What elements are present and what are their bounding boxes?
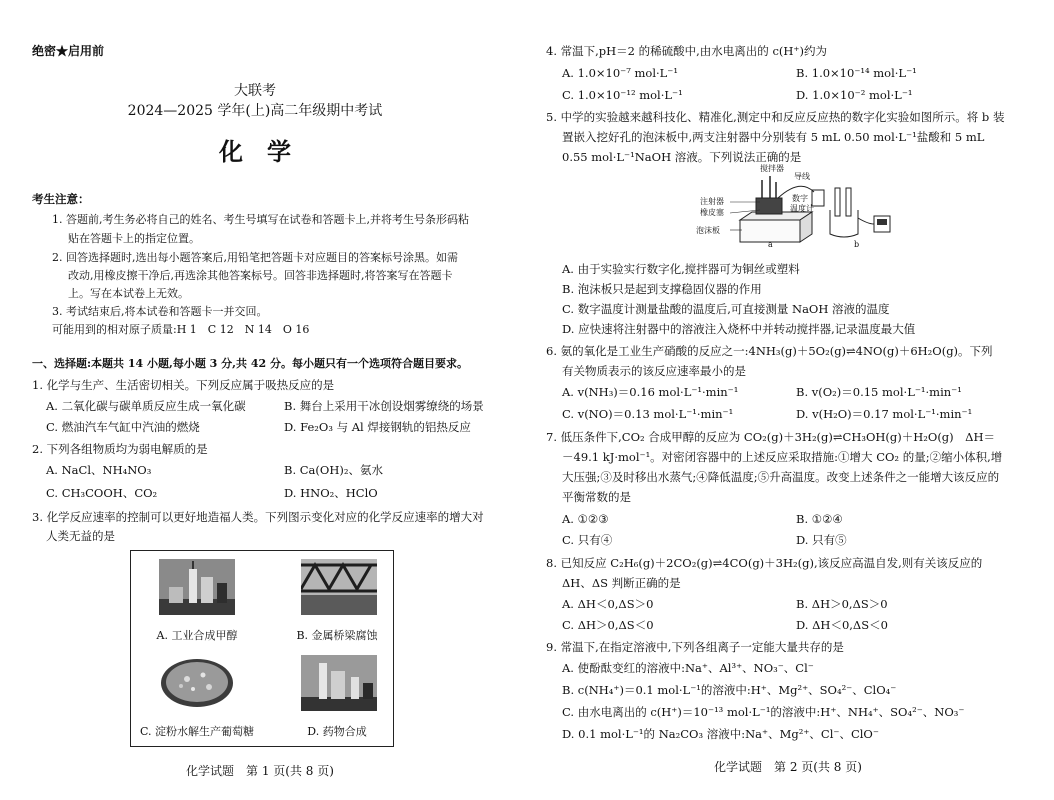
notice-line-1: 1. 答题前,考生务必将自己的姓名、考生号填写在试卷和答题卡上,并将考生号条形码粘 (52, 213, 469, 226)
q2-stem: 2. 下列各组物质均为弱电解质的是 (32, 442, 208, 456)
q8-stem-line-2: ΔH、ΔS 判断正确的是 (562, 576, 681, 590)
q9-option-c: C. 由水电离出的 c(H⁺)＝10⁻¹³ mol·L⁻¹的溶液中:H⁺、NH₄⁺、SO₄²⁻、NO₃⁻ (562, 705, 965, 719)
fig-label-wire: 导线 (794, 172, 810, 181)
q2-option-d: D. HNO₂、HClO (284, 486, 378, 500)
q3-stem-line-2: 人类无益的是 (46, 529, 115, 543)
q8-stem-line-1: 8. 已知反应 C₂H₆(g)＋2CO₂(g)⇌4CO(g)＋3H₂(g),该反应高温自发,则有关该反应的 (546, 556, 983, 570)
q5-stem-line-3: 0.55 mol·L⁻¹NaOH 溶液。下列说法正确的是 (562, 150, 802, 164)
q7-stem-line-3: 大压强;③及时移出水蒸气;④降低温度;⑤升高温度。改变上述条件之一能增大该反应的 (562, 470, 1000, 484)
exam-org: 大联考 (234, 83, 276, 99)
q9-option-d: D. 0.1 mol·L⁻¹的 Na₂CO₃ 溶液中:Na⁺、Mg²⁺、Cl⁻、ClO⁻ (562, 727, 879, 741)
q9-stem: 9. 常温下,在指定溶液中,下列各组离子一定能大量共存的是 (546, 640, 844, 654)
subject-title: 化 学 (219, 138, 291, 166)
q3-image-grid (130, 550, 394, 747)
q6-option-b: B. v(O₂)＝0.15 mol·L⁻¹·min⁻¹ (796, 385, 962, 399)
exam-title: 2024—2025 学年(上)高二年级期中考试 (127, 103, 383, 119)
q3-caption-a: A. 工业合成甲醇 (156, 629, 238, 642)
q7-stem-line-4: 平衡常数的是 (562, 490, 631, 504)
fig-label-a: a (768, 240, 773, 249)
q8-option-b: B. ΔH＞0,ΔS＞0 (796, 597, 888, 611)
q1-option-b: B. 舞台上采用干冰创设烟雾缭绕的场景 (284, 399, 484, 413)
q8-option-c: C. ΔH＞0,ΔS＜0 (562, 618, 654, 632)
q3-caption-d: D. 药物合成 (307, 725, 367, 738)
q8-option-a: A. ΔH＜0,ΔS＞0 (562, 597, 654, 611)
fig-label-thermometer: 温度计 (790, 204, 814, 213)
starch-dish-photo (159, 655, 235, 711)
q4-option-b: B. 1.0×10⁻¹⁴ mol·L⁻¹ (796, 66, 917, 80)
q5-option-d: D. 应快速将注射器中的溶液注入烧杯中并转动搅拌器,记录温度最大值 (562, 322, 916, 336)
q5-stem-line-2: 置嵌入挖好孔的泡沫板中,两支注射器中分别装有 5 mL 0.50 mol·L⁻¹盐酸和 5 mL (562, 130, 985, 144)
secret-label: 绝密★启用前 (32, 44, 105, 58)
notice-line-2: 贴在答题卡上的指定位置。 (68, 232, 200, 245)
fig-label-foam-board: 泡沫板 (696, 226, 720, 235)
q4-option-a: A. 1.0×10⁻⁷ mol·L⁻¹ (562, 66, 678, 80)
q3-caption-c: C. 淀粉水解生产葡萄糖 (139, 725, 255, 738)
q8-option-d: D. ΔH＜0,ΔS＜0 (796, 618, 888, 632)
q2-option-c: C. CH₃COOH、CO₂ (46, 486, 158, 500)
q4-stem: 4. 常温下,pH＝2 的稀硫酸中,由水电离出的 c(H⁺)约为 (546, 44, 827, 58)
q5-option-a: A. 由于实验实行数字化,搅拌器可为铜丝或塑料 (562, 262, 800, 276)
notice-line-5: 上。写在本试卷上无效。 (68, 287, 189, 300)
fig-label-stopper: 橡皮塞 (700, 208, 724, 217)
q6-option-a: A. v(NH₃)＝0.16 mol·L⁻¹·min⁻¹ (562, 385, 739, 399)
q5-option-c: C. 数字温度计测量盐酸的温度后,可直接测量 NaOH 溶液的温度 (562, 302, 890, 316)
q3-stem-line-1: 3. 化学反应速率的控制可以更好地造福人类。下列图示变化对应的化学反应速率的增大对 (32, 510, 484, 524)
notice-line-3: 2. 回答选择题时,选出每小题答案后,用铅笔把答题卡对应题目的答案标号涂黑。如需 (52, 251, 458, 264)
q9-option-a: A. 使酚酞变红的溶液中:Na⁺、Al³⁺、NO₃⁻、Cl⁻ (562, 661, 814, 675)
q7-stem-line-2: －49.1 kJ·mol⁻¹。对密闭容器中的上述反应采取措施:①增大 CO₂ 的量;②缩小体积,增 (562, 450, 1003, 464)
q9-option-b: B. c(NH₄⁺)＝0.1 mol·L⁻¹的溶液中:H⁺、Mg²⁺、SO₄²⁻、ClO₄⁻ (562, 683, 897, 697)
bridge-photo (301, 559, 377, 615)
q7-option-d: D. 只有⑤ (796, 533, 847, 547)
footer-page-2: 化学试题 第 2 页(共 8 页) (714, 760, 862, 774)
q6-option-c: C. v(NO)＝0.13 mol·L⁻¹·min⁻¹ (562, 407, 734, 421)
q7-option-b: B. ①②④ (796, 512, 843, 526)
fig-label-syringe: 注射器 (700, 197, 724, 206)
fig-label-b: b (854, 240, 860, 249)
q1-stem: 1. 化学与生产、生活密切相关。下列反应属于吸热反应的是 (32, 378, 335, 392)
q6-option-d: D. v(H₂O)＝0.17 mol·L⁻¹·min⁻¹ (796, 407, 973, 421)
q5-apparatus-figure (690, 164, 900, 252)
factory-photo-a (159, 559, 235, 615)
q4-option-d: D. 1.0×10⁻² mol·L⁻¹ (796, 88, 913, 102)
q7-option-c: C. 只有④ (562, 533, 613, 547)
fig-label-stirrer: 搅拌器 (760, 164, 784, 173)
q6-stem-line-1: 6. 氨的氧化是工业生产硝酸的反应之一:4NH₃(g)＋5O₂(g)⇌4NO(g)＋6H₂O(g)。下列 (546, 344, 993, 358)
notice-title: 考生注意： (32, 192, 90, 206)
q3-caption-b: B. 金属桥梁腐蚀 (296, 629, 378, 642)
q5-option-b: B. 泡沫板只是起到支撑稳固仪器的作用 (562, 282, 762, 296)
q4-option-c: C. 1.0×10⁻¹² mol·L⁻¹ (562, 88, 683, 102)
q1-option-c: C. 燃油汽车气缸中汽油的燃烧 (46, 420, 200, 434)
section-title: 一、选择题:本题共 14 小题,每小题 3 分,共 42 分。每小题只有一个选项符合题目要求。 (32, 357, 468, 370)
q7-option-a: A. ①②③ (562, 512, 609, 526)
q1-option-a: A. 二氧化碳与碳单质反应生成一氧化碳 (46, 399, 246, 413)
factory-photo-d (301, 655, 377, 711)
q1-option-d: D. Fe₂O₃ 与 Al 焊接钢轨的铝热反应 (284, 420, 471, 434)
q2-option-a: A. NaCl、NH₄NO₃ (46, 463, 152, 477)
atomic-mass-line: 可能用到的相对原子质量:H 1 C 12 N 14 O 16 (52, 323, 310, 336)
q5-stem-line-1: 5. 中学的实验越来越科技化、精准化,测定中和反应反应热的数字化实验如图所示。将 b 装 (546, 110, 1005, 124)
notice-line-6: 3. 考试结束后,将本试卷和答题卡一并交回。 (52, 305, 268, 318)
footer-page-1: 化学试题 第 1 页(共 8 页) (186, 764, 334, 778)
q7-stem-line-1: 7. 低压条件下,CO₂ 合成甲醇的反应为 CO₂(g)＋3H₂(g)⇌CH₃OH(g)＋H₂O(g) ΔH＝ (546, 430, 995, 444)
q2-option-b: B. Ca(OH)₂、氨水 (284, 463, 383, 477)
fig-label-digital: 数字 (792, 194, 808, 203)
notice-line-4: 改动,用橡皮擦干净后,再选涂其他答案标号。回答非选择题时,将答案写在答题卡 (68, 269, 453, 282)
q6-stem-line-2: 有关物质表示的该反应速率最小的是 (562, 364, 746, 378)
